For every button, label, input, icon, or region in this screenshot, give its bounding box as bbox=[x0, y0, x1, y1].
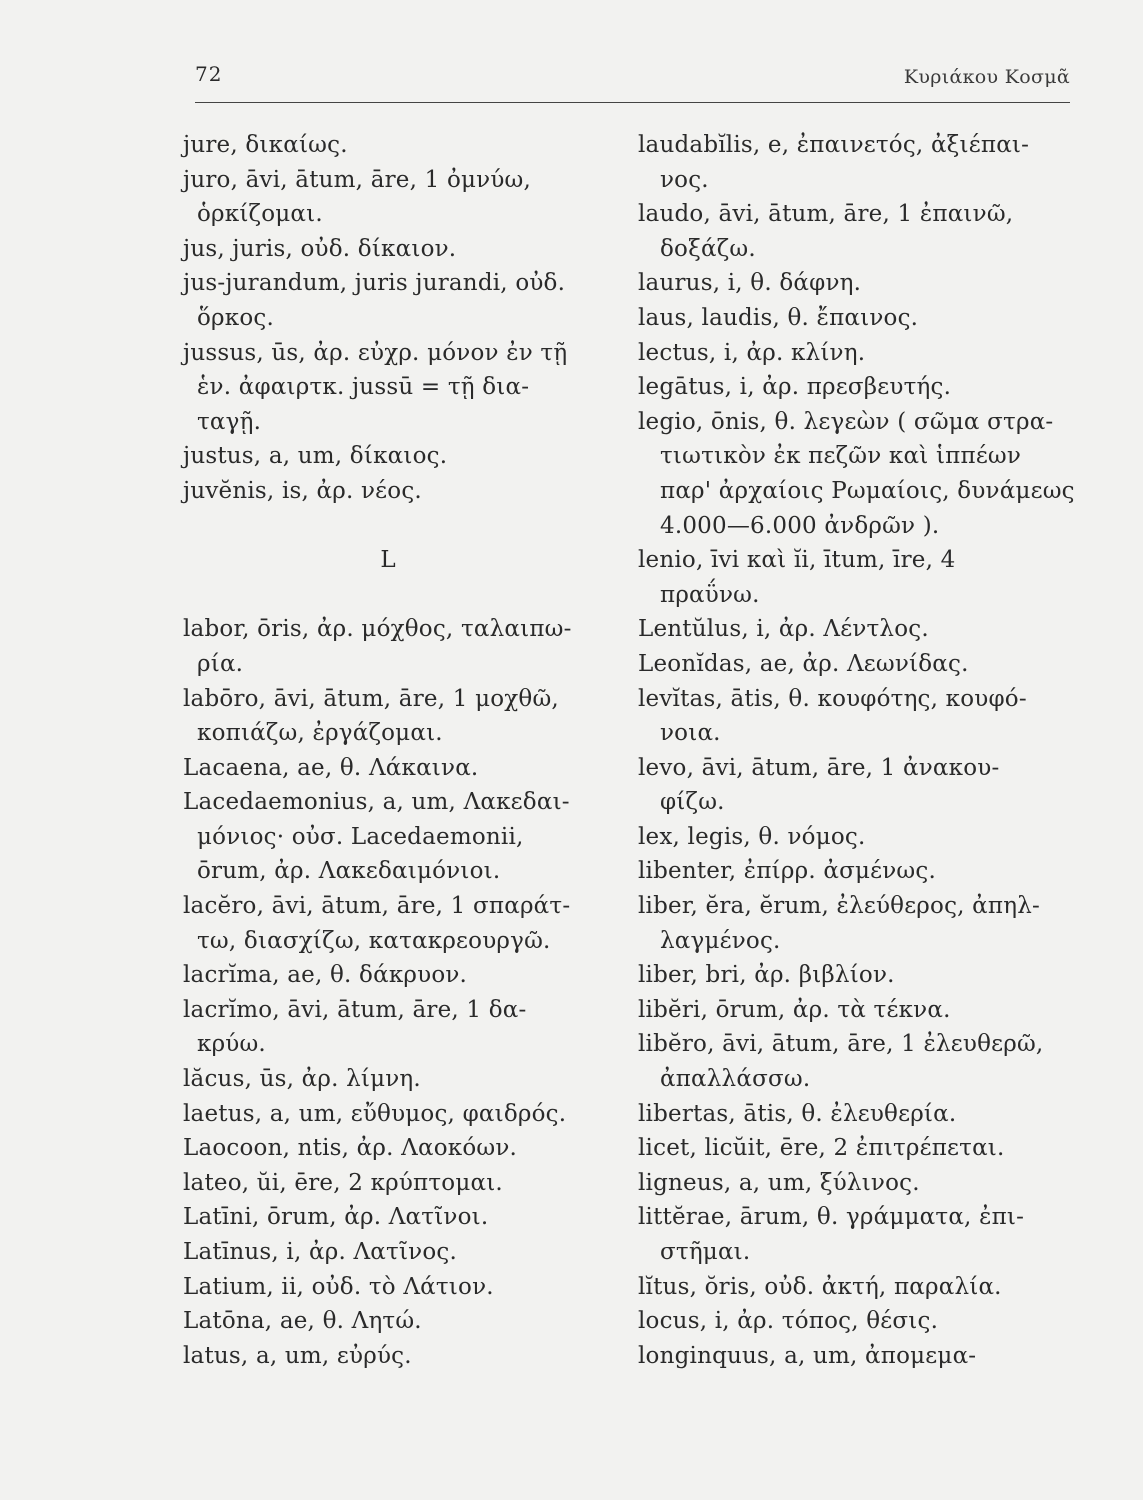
entry-line: Latōna, ae, θ. Λητώ. bbox=[183, 1308, 422, 1335]
entry-line: liber, ĕra, ĕrum, ἐλεύθερος, ἀπηλ- bbox=[638, 893, 1040, 920]
entry-line: Latīni, ōrum, ἀρ. Λατῖνοι. bbox=[183, 1204, 489, 1231]
entry-continuation: κρύω. bbox=[197, 1031, 266, 1058]
right-column bbox=[638, 128, 1078, 1373]
entry-line: ligneus, a, um, ξύλινος. bbox=[638, 1169, 920, 1196]
entry-line: justus, a, um, δίκαιος. bbox=[183, 443, 448, 470]
entry-line: libĕro, āvi, ātum, āre, 1 ἐλευθερῶ, bbox=[638, 1031, 1044, 1058]
entry-line: Laocoon, ntis, ἀρ. Λαοκόων. bbox=[183, 1135, 518, 1162]
entry-line: levĭtas, ātis, θ. κουφότης, κουφό- bbox=[638, 685, 1027, 712]
entry-line: libertas, ātis, θ. ἐλευθερία. bbox=[638, 1100, 957, 1127]
entry-continuation: ἀπαλλάσσω. bbox=[660, 1066, 811, 1093]
entry-line: jure, δικαίως. bbox=[183, 132, 348, 158]
entry-line: liber, bri, ἀρ. βιβλίον. bbox=[638, 962, 895, 989]
entry-continuation: δοξάζω. bbox=[660, 235, 756, 262]
entry-continuation: νος. bbox=[660, 166, 709, 193]
entry-line: lacĕro, āvi, ātum, āre, 1 σπαράτ- bbox=[183, 893, 571, 920]
entry-line: juro, āvi, ātum, āre, 1 ὀμνύω, bbox=[183, 166, 532, 193]
entry-line: libenter, ἐπίρρ. ἀσμένως. bbox=[638, 858, 936, 885]
entry-continuation: λαγμένος. bbox=[660, 927, 781, 954]
entry-line: locus, i, ἀρ. τόπος, θέσις. bbox=[638, 1308, 939, 1335]
entry-line: laudabĭlis, e, ἐπαινετός, ἀξιέπαι- bbox=[638, 132, 1030, 158]
entry-line: lacrĭmo, āvi, ātum, āre, 1 δα- bbox=[183, 996, 527, 1023]
entry-continuation: παρ' ἀρχαίοις Ρωμαίοις, δυνάμεως bbox=[660, 477, 1075, 504]
entry-continuation: κοπιάζω, ἐργάζομαι. bbox=[197, 720, 443, 747]
entry-line: jussus, ūs, ἀρ. εὐχρ. μόνον ἐν τῇ bbox=[183, 339, 568, 366]
entry-line: licet, licŭit, ēre, 2 ἐπιτρέπεται. bbox=[638, 1135, 1005, 1162]
entry-line: lĭtus, ŏris, οὐδ. ἀκτή, παραλία. bbox=[638, 1273, 1002, 1300]
entry-line: Latium, ii, οὐδ. τὸ Λάτιον. bbox=[183, 1273, 494, 1300]
entry-line: laudo, āvi, ātum, āre, 1 ἐπαινῶ, bbox=[638, 201, 1014, 228]
entry-line: lateo, ŭi, ēre, 2 κρύπτομαι. bbox=[183, 1169, 503, 1196]
entry-continuation: πραΰνω. bbox=[660, 581, 760, 608]
page-number: 72 bbox=[195, 62, 223, 86]
entry-line: laurus, i, θ. δάφνη. bbox=[638, 270, 862, 297]
entry-line: lăcus, ūs, ἀρ. λίμνη. bbox=[183, 1066, 421, 1093]
page-header bbox=[195, 62, 1070, 103]
entry-continuation: ōrum, ἀρ. Λακεδαιμόνιοι. bbox=[197, 858, 501, 885]
entry-line: labor, ōris, ἀρ. μόχθος, ταλαιπω- bbox=[183, 616, 572, 643]
entry-line: Latīnus, i, ἀρ. Λατῖνος. bbox=[183, 1239, 457, 1265]
left-column bbox=[183, 128, 603, 1373]
entry-line: libĕri, ōrum, ἀρ. τὰ τέκνα. bbox=[638, 996, 951, 1023]
entry-line: lenio, īvi καὶ ĭi, ītum, īre, 4 bbox=[638, 547, 956, 574]
entry-continuation: ὅρκος. bbox=[197, 304, 274, 331]
entry-line: longinquus, a, um, ἀπομεμα- bbox=[638, 1342, 977, 1369]
entry-line: jus, juris, οὐδ. δίκαιον. bbox=[183, 235, 457, 262]
entry-continuation: στῆμαι. bbox=[660, 1239, 751, 1265]
entry-line: Lacaena, ae, θ. Λάκαινα. bbox=[183, 754, 479, 781]
entry-line: Leonĭdas, ae, ἀρ. Λεωνίδας. bbox=[638, 650, 969, 677]
section-letter-heading: L bbox=[380, 547, 396, 574]
entry-line: lectus, i, ἀρ. κλίνη. bbox=[638, 339, 866, 366]
entry-line: laetus, a, um, εὔθυμος, φαιδρός. bbox=[183, 1100, 567, 1127]
entry-continuation: τιωτικὸν ἐκ πεζῶν καὶ ἱππέων bbox=[660, 443, 1022, 470]
entry-continuation: 4.000—6.000 ἀνδρῶν ). bbox=[660, 512, 940, 539]
blank-line bbox=[183, 578, 603, 613]
entry-line: littĕrae, ārum, θ. γράμματα, ἐπι- bbox=[638, 1204, 1025, 1231]
entry-line: Lacedaemonius, a, um, Λακεδαι- bbox=[183, 789, 570, 816]
entry-line: Lentŭlus, i, ἀρ. Λέντλος. bbox=[638, 616, 929, 643]
entry-continuation: ταγῇ. bbox=[197, 408, 262, 435]
entry-line: juvĕnis, is, ἀρ. νέος. bbox=[183, 477, 422, 504]
entry-line: jus-jurandum, juris jurandi, οὐδ. bbox=[183, 270, 566, 297]
entry-continuation: ἑν. ἀφαιρτκ. jussū = τῇ δια- bbox=[197, 374, 530, 401]
entry-continuation: φίζω. bbox=[660, 789, 725, 816]
entry-line: latus, a, um, εὐρύς. bbox=[183, 1342, 412, 1369]
entry-line: levo, āvi, ātum, āre, 1 ἀνακου- bbox=[638, 754, 1000, 781]
entry-continuation: ρία. bbox=[197, 650, 244, 677]
entry-line: legātus, i, ἀρ. πρεσβευτής. bbox=[638, 374, 952, 401]
entry-continuation: νοια. bbox=[660, 720, 721, 747]
entry-line: lex, legis, θ. νόμος. bbox=[638, 823, 866, 850]
entry-line: laus, laudis, θ. ἔπαινος. bbox=[638, 304, 919, 331]
entry-continuation: ὁρκίζομαι. bbox=[197, 201, 323, 228]
entry-continuation: μόνιος· οὐσ. Lacedaemonii, bbox=[197, 823, 524, 850]
entry-line: legio, ōnis, θ. λεγεὼν ( σῶμα στρα- bbox=[638, 408, 1054, 435]
running-head: Κυριάκου Κοσμᾶ bbox=[903, 66, 1070, 88]
entry-continuation: τω, διασχίζω, κατακρεουργῶ. bbox=[197, 927, 551, 954]
blank-line bbox=[183, 509, 603, 544]
entry-line: lacrĭma, ae, θ. δάκρυον. bbox=[183, 962, 468, 989]
entry-line: labōro, āvi, ātum, āre, 1 μοχθῶ, bbox=[183, 685, 559, 712]
